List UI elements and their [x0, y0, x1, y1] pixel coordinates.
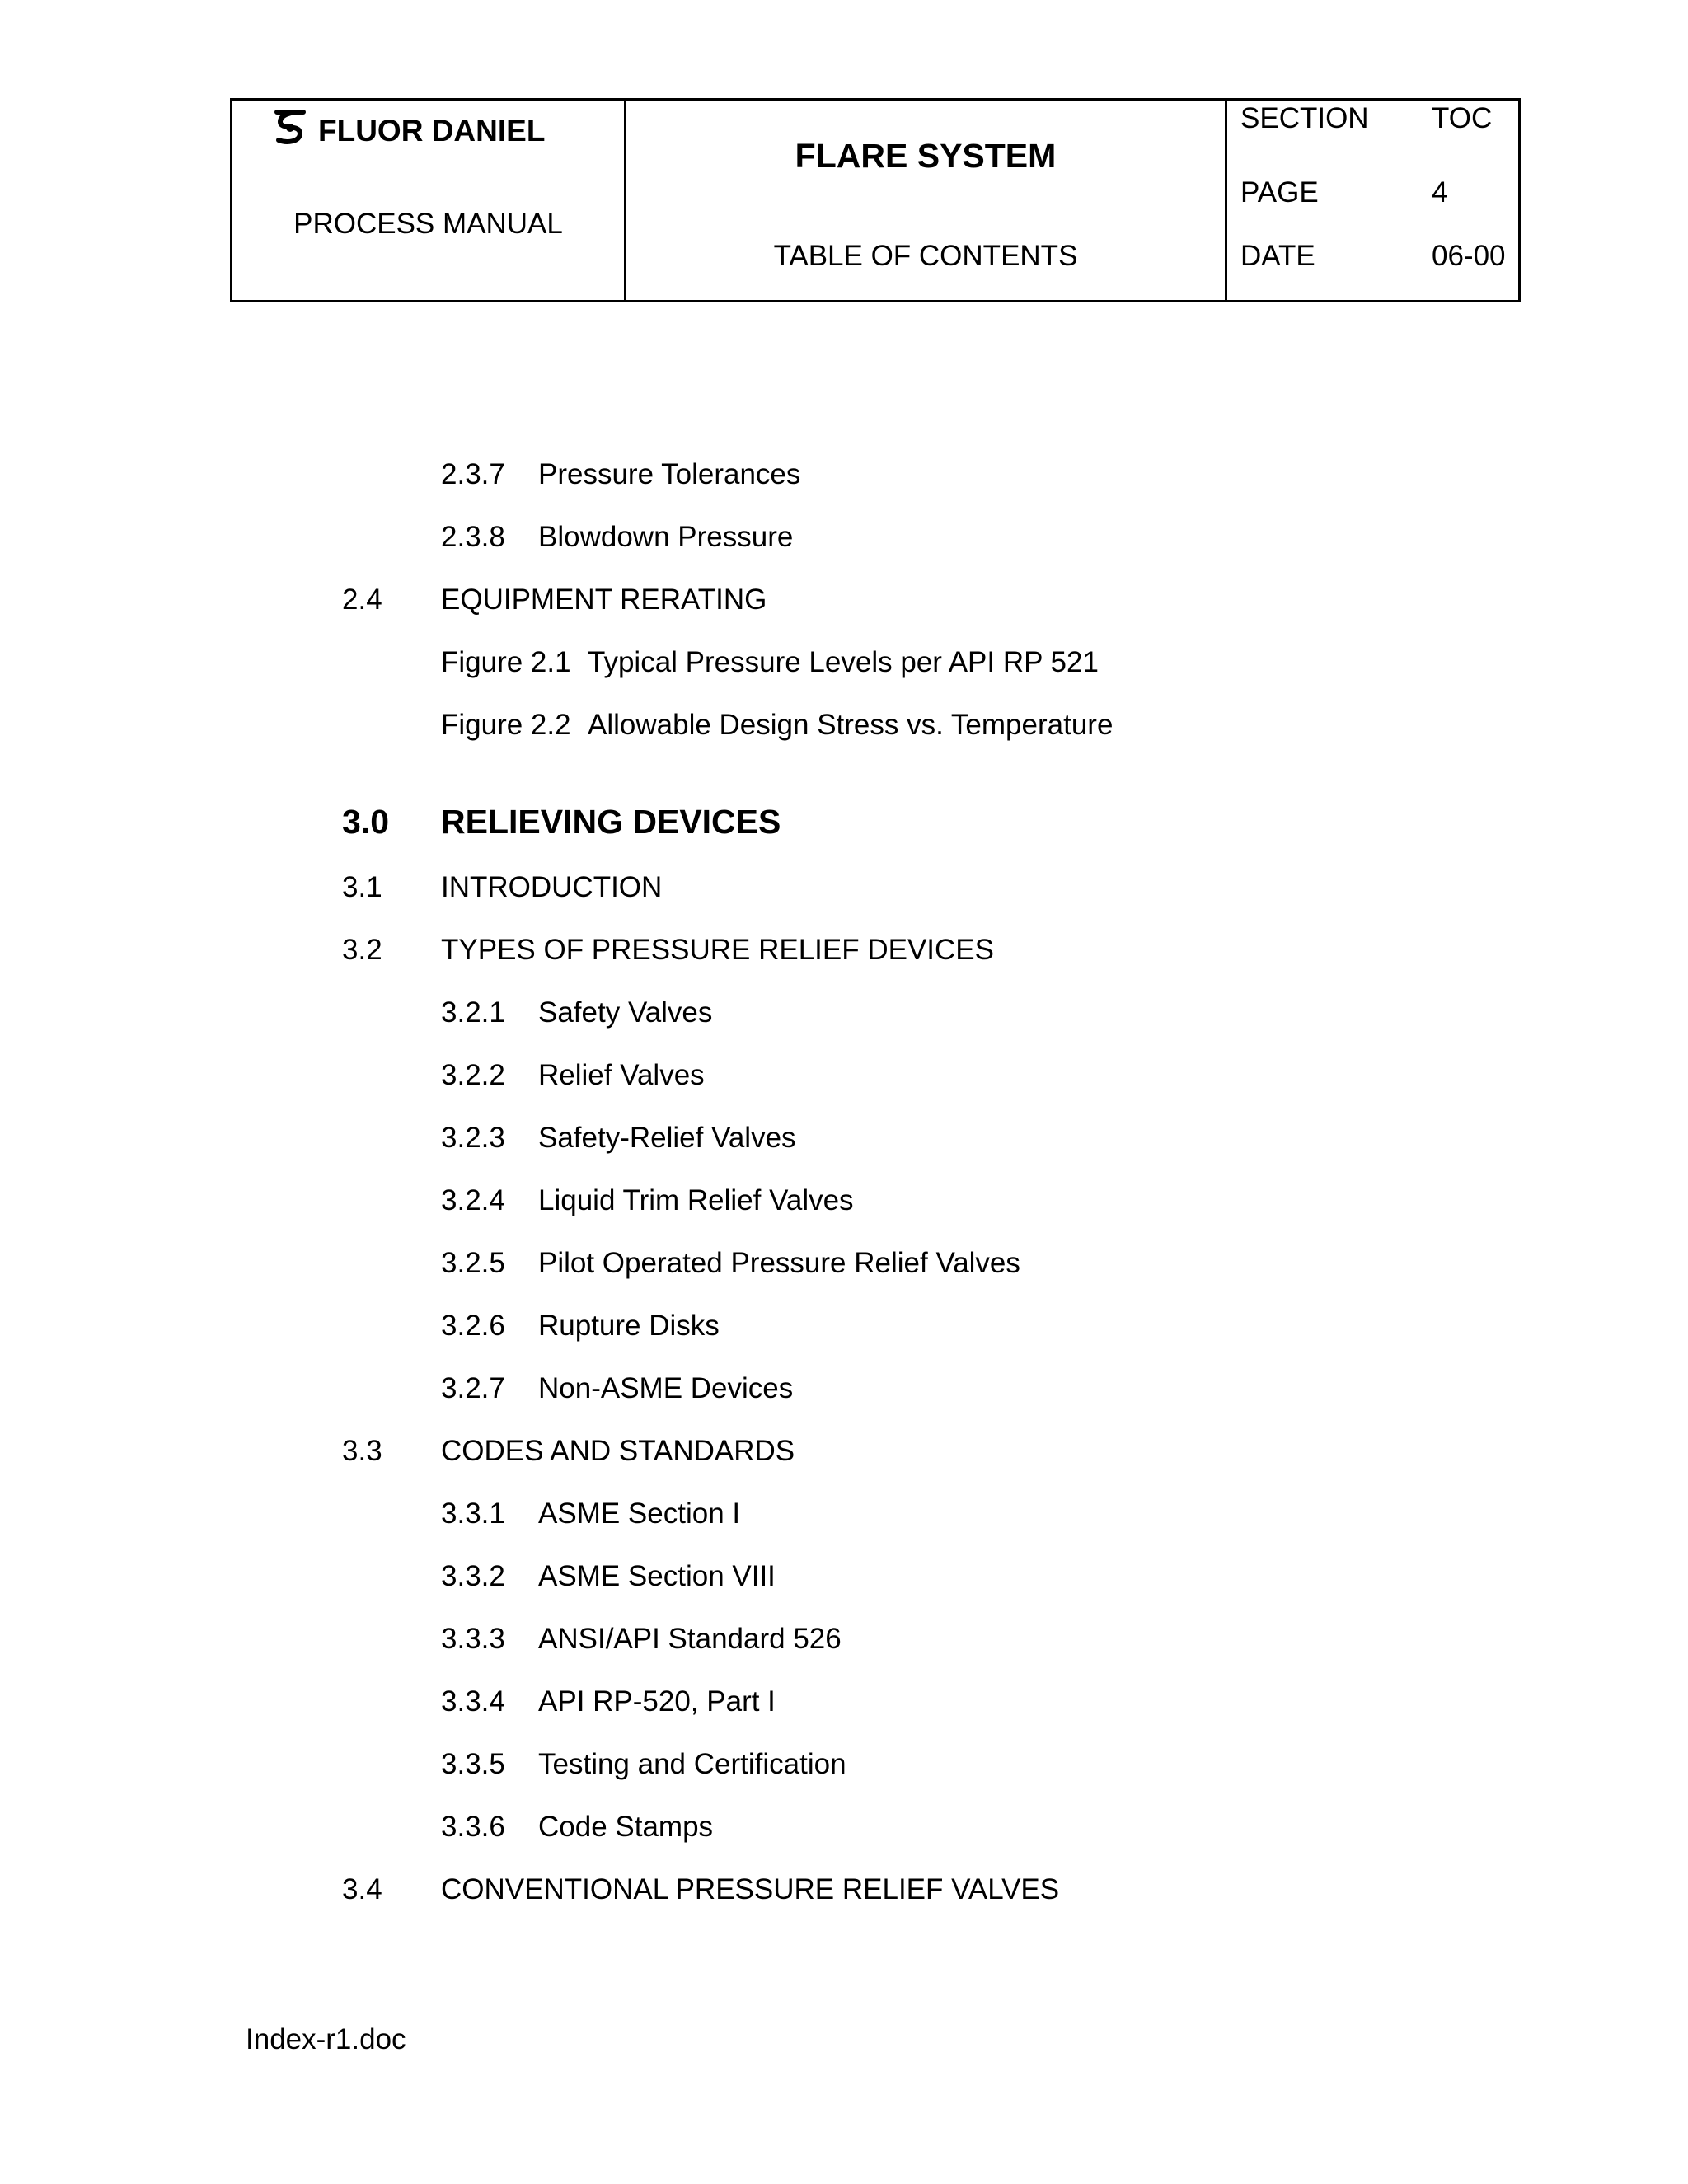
- toc-entry-number: 3.3.1: [441, 1497, 505, 1530]
- toc-entry-number: 3.4: [342, 1873, 382, 1905]
- toc-entry-title: ASME Section VIII: [538, 1560, 776, 1592]
- toc-entry-title: ANSI/API Standard 526: [538, 1623, 842, 1655]
- toc-entry-title: Non-ASME Devices: [538, 1372, 794, 1404]
- page-value: 4: [1432, 176, 1448, 209]
- toc-entry-number: 2.4: [342, 583, 382, 616]
- document-title: FLARE SYSTEM: [795, 137, 1057, 175]
- toc-entry-number: 3.1: [342, 871, 382, 903]
- date-value: 06-00: [1432, 240, 1506, 272]
- toc-entry-title: CODES AND STANDARDS: [441, 1435, 795, 1467]
- toc-entry-number: 3.2.3: [441, 1122, 505, 1154]
- toc-entry-number: 3.2: [342, 934, 382, 966]
- toc-entry-title: Blowdown Pressure: [538, 521, 794, 553]
- toc-entry-number: 3.3: [342, 1435, 382, 1467]
- toc-entry-number: 3.2.4: [441, 1184, 505, 1216]
- toc-entry-number: 3.3.6: [441, 1811, 505, 1843]
- document-subtitle: TABLE OF CONTENTS: [773, 240, 1078, 272]
- toc-entry-title: Relief Valves: [538, 1059, 705, 1091]
- toc-entry-number: 3.2.2: [441, 1059, 505, 1091]
- toc-entry-title: EQUIPMENT RERATING: [441, 583, 767, 616]
- toc-entry-title: Safety Valves: [538, 996, 713, 1029]
- fluor-daniel-logo-icon: [269, 105, 312, 148]
- toc-entry-title: Pressure Tolerances: [538, 458, 801, 490]
- toc-entry-title: Safety-Relief Valves: [538, 1122, 796, 1154]
- document-header: [230, 98, 1521, 302]
- toc-entry-number: 3.2.7: [441, 1372, 505, 1404]
- toc-entry-title: Code Stamps: [538, 1811, 714, 1843]
- header-meta-cell: [1227, 101, 1518, 300]
- toc-entry-title: TYPES OF PRESSURE RELIEF DEVICES: [441, 934, 994, 966]
- toc-entry-number: 2.3.7: [441, 458, 505, 490]
- section-value: TOC: [1432, 102, 1493, 134]
- toc-entry-title: Rupture Disks: [538, 1310, 720, 1342]
- header-company-cell: [232, 101, 626, 300]
- toc-entry-title: Allowable Design Stress vs. Temperature: [588, 709, 1114, 741]
- footer-filename: Index-r1.doc: [246, 2023, 406, 2055]
- toc-entry-title: Typical Pressure Levels per API RP 521: [588, 646, 1099, 678]
- toc-entry-title: API RP-520, Part I: [538, 1685, 776, 1718]
- toc-entry-number: 3.3.4: [441, 1685, 505, 1718]
- toc-entry-title: RELIEVING DEVICES: [441, 803, 781, 841]
- section-label: SECTION: [1240, 102, 1369, 134]
- header-title-cell: [626, 101, 1227, 300]
- toc-entry-number: Figure 2.2: [441, 709, 571, 741]
- toc-entry-number: 3.3.2: [441, 1560, 505, 1592]
- toc-entry-number: 2.3.8: [441, 521, 505, 553]
- toc-entry-title: INTRODUCTION: [441, 871, 663, 903]
- toc-entry-number: Figure 2.1: [441, 646, 571, 678]
- page-label: PAGE: [1240, 176, 1319, 209]
- toc-entry-title: CONVENTIONAL PRESSURE RELIEF VALVES: [441, 1873, 1060, 1905]
- company-name: FLUOR DANIEL: [318, 114, 546, 148]
- toc-entry-title: Pilot Operated Pressure Relief Valves: [538, 1247, 1020, 1279]
- toc-entry-number: 3.2.5: [441, 1247, 505, 1279]
- toc-entry-title: ASME Section I: [538, 1497, 741, 1530]
- toc-entry-number: 3.3.5: [441, 1748, 505, 1780]
- manual-name: PROCESS MANUAL: [293, 208, 563, 240]
- toc-entry-title: Testing and Certification: [538, 1748, 846, 1780]
- toc-entry-number: 3.0: [342, 803, 389, 841]
- date-label: DATE: [1240, 240, 1315, 272]
- toc-entry-title: Liquid Trim Relief Valves: [538, 1184, 854, 1216]
- toc-entry-number: 3.2.6: [441, 1310, 505, 1342]
- toc-entry-number: 3.2.1: [441, 996, 505, 1029]
- toc-entry-number: 3.3.3: [441, 1623, 505, 1655]
